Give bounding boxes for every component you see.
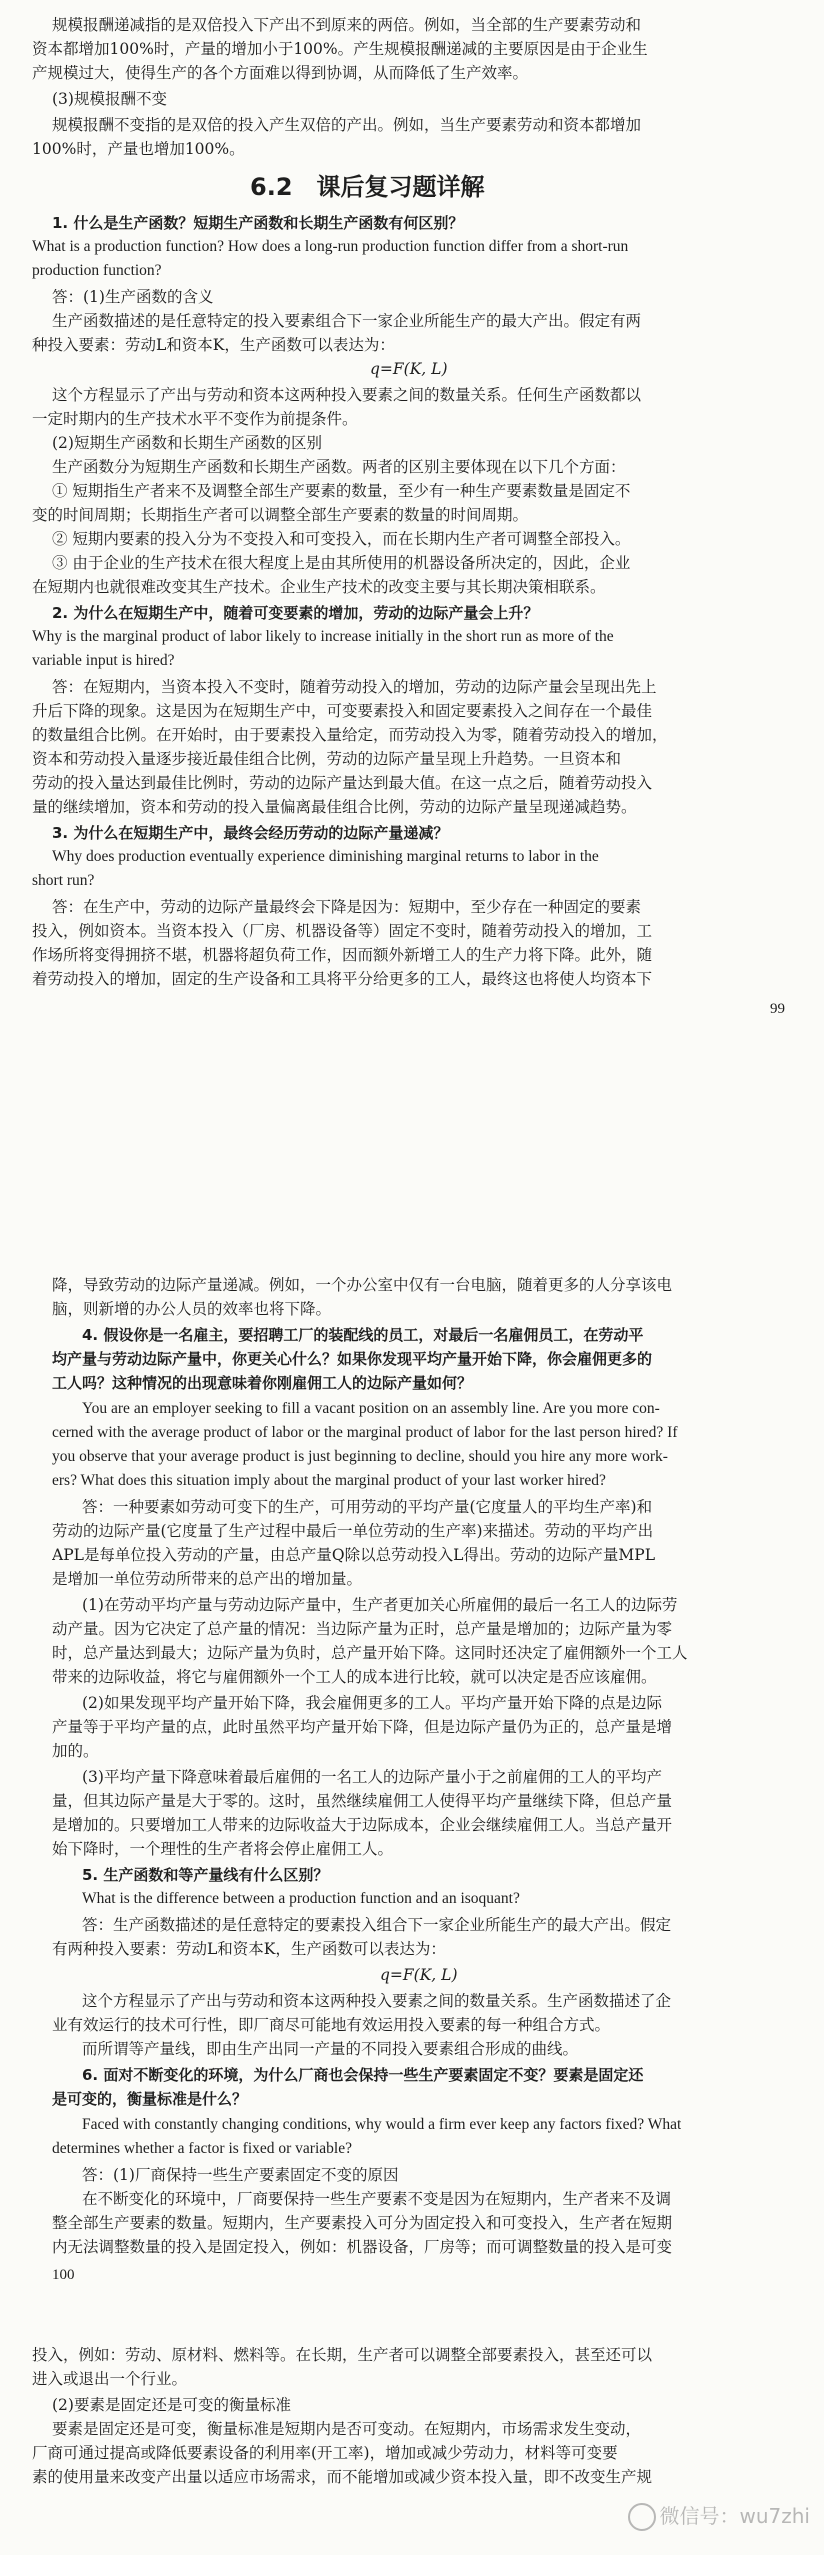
text-line: (2)如果发现平均产量开始下降，我会雇佣更多的工人。平均产量开始下降的点是边际: [82, 1694, 662, 1712]
subheading: (2)短期生产函数和长期生产函数的区别: [52, 434, 322, 452]
text-line: 劳动的投入量达到最佳比例时，劳动的边际产量达到最大值。在这一点之后，随着劳动投入: [32, 774, 653, 792]
text-line: 是增加一单位劳动所带来的总产出的增加量。: [52, 1570, 363, 1588]
text-line: 动产量。因为它决定了总产量的情况：当边际产量为正时，总产量是增加的；边际产量为零: [52, 1620, 673, 1638]
text-line: 一定时期内的生产技术水平不变作为前提条件。: [32, 410, 358, 428]
text-line: 种投入要素：劳动L和资本K，生产函数可以表达为：: [32, 336, 395, 354]
question-english: Why does production eventually experience diminishing marginal returns to labor in the: [52, 848, 599, 865]
text-line: 内无法调整数量的投入是固定投入，例如：机器设备，厂房等；而可调整数量的投入是可变: [52, 2238, 673, 2256]
question-english: variable input is hired?: [32, 652, 175, 669]
question-title: 4. 假设你是一名雇主，要招聘工厂的装配线的员工，对最后一名雇佣员工，在劳动平: [82, 1326, 644, 1344]
text-line: 业有效运行的技术可行性，即厂商尽可能地有效运用投入要素的每一种组合方式。: [52, 2016, 611, 2034]
question-english: determines whether a factor is fixed or variable?: [52, 2140, 352, 2157]
text-line: 规模报酬递减指的是双倍投入下产出不到原来的两倍。例如，当全部的生产要素劳动和: [52, 16, 642, 34]
page-101-top: [0, 2334, 824, 2555]
text-line: 劳动的边际产量(它度量了生产过程中最后一单位劳动的生产率)来描述。劳动的平均产出: [52, 1522, 654, 1540]
question-english: short run?: [32, 872, 95, 889]
text-line: 整全部生产要素的数量。短期内，生产要素投入可分为固定投入和可变投入，生产者在短期: [52, 2214, 673, 2232]
text-line: 加的。: [52, 1742, 99, 1760]
question-title: 3. 为什么在短期生产中，最终会经历劳动的边际产量递减？: [52, 824, 449, 842]
text-line: (3)平均产量下降意味着最后雇佣的一名工人的边际产量小于之前雇佣的工人的平均产: [82, 1768, 662, 1786]
text-line: 是增加的。只要增加工人带来的边际收益大于边际成本，企业会继续雇佣工人。当总产量开: [52, 1816, 673, 1834]
text-line: 的数量组合比例。在开始时，由于要素投入量给定，而劳动投入为零，随着劳动投入的增加，: [32, 726, 668, 744]
text-line: APL是每单位投入劳动的产量，由总产量Q除以总劳动投入L得出。劳动的边际产量MPL: [52, 1546, 656, 1564]
subheading: (3)规模报酬不变: [52, 90, 167, 108]
text-line: (1)在劳动平均产量与劳动边际产量中，生产者更加关心所雇佣的最后一名工人的边际劳: [82, 1596, 678, 1614]
answer-line: 答：(1)厂商保持一些生产要素固定不变的原因: [82, 2166, 399, 2184]
wechat-logo-icon: [628, 2503, 656, 2531]
question-english: ers? What does this situation imply about the marginal product of your last worker hired?: [52, 1472, 606, 1489]
text-line: 规模报酬不变指的是双倍的投入产生双倍的产出。例如，当生产要素劳动和资本都增加: [52, 116, 642, 134]
text-line: 100%时，产量也增加100%。: [32, 140, 245, 158]
text-line: 这个方程显示了产出与劳动和资本这两种投入要素之间的数量关系。任何生产函数都以: [52, 386, 642, 404]
text-line: ① 短期指生产者来不及调整全部生产要素的数量，至少有一种生产要素数量是固定不: [52, 482, 631, 500]
text-line: 变的时间周期；长期指生产者可以调整全部生产要素的数量的时间周期。: [32, 506, 529, 524]
text-line: 生产函数分为短期生产函数和长期生产函数。两者的区别主要体现在以下几个方面：: [52, 458, 626, 476]
subheading: (2)要素是固定还是可变的衡量标准: [52, 2396, 291, 2414]
text-line: 时，总产量达到最大；边际产量为负时，总产量开始下降。这同时还决定了雇佣额外一个工人: [52, 1644, 688, 1662]
text-line: 在短期内也就很难改变其生产技术。企业生产技术的改变主要与其长期决策相联系。: [32, 578, 606, 596]
question-english: production function?: [32, 262, 162, 279]
question-title: 2. 为什么在短期生产中，随着可变要素的增加，劳动的边际产量会上升？: [52, 604, 539, 622]
question-english: Faced with constantly changing conditions, why would a firm ever keep any factors fixed? What: [82, 2116, 682, 2133]
text-line: 这个方程显示了产出与劳动和资本这两种投入要素之间的数量关系。生产函数描述了企: [82, 1992, 672, 2010]
question-english: What is the difference between a production function and an isoquant?: [82, 1890, 520, 1907]
text-line: 资本和劳动投入量逐步接近最佳组合比例，劳动的边际产量呈现上升趋势。一旦资本和: [32, 750, 622, 768]
section-title: 6.2 课后复习题详解: [250, 173, 485, 201]
watermark: [628, 2500, 811, 2532]
text-line: 素的使用量来改变产出量以适应市场需求，而不能增加或减少资本投入量，即不改变生产规: [32, 2468, 653, 2486]
text-line: ② 短期内要素的投入分为不变投入和可变投入，而在长期内生产者可调整全部投入。: [52, 530, 631, 548]
text-line: 升后下降的现象。这是因为在短期生产中，可变要素投入和固定要素投入之间存在一个最佳: [32, 702, 653, 720]
answer-line: 答：在短期内，当资本投入不变时，随着劳动投入的增加，劳动的边际产量会呈现出先上: [52, 678, 657, 696]
text-line: 量，但其边际产量是大于零的。这时，虽然继续雇佣工人使得平均产量继续下降，但总产量: [52, 1792, 673, 1810]
text-line: 有两种投入要素：劳动L和资本K，生产函数可以表达为：: [52, 1940, 446, 1958]
text-line: 产规模过大，使得生产的各个方面难以得到协调，从而降低了生产效率。: [32, 64, 529, 82]
text-line: 在不断变化的环境中，厂商要保持一些生产要素不变是因为在短期内，生产者来不及调: [82, 2190, 672, 2208]
question-english: cerned with the average product of labor or the marginal product of labor for the last person hired? If: [52, 1424, 678, 1441]
text-line: 投入，例如：劳动、原材料、燃料等。在长期，生产者可以调整全部要素投入，甚至还可以: [32, 2346, 653, 2364]
question-title: 是可变的，衡量标准是什么？: [52, 2090, 248, 2108]
text-line: 进入或退出一个行业。: [32, 2370, 188, 2388]
text-line: 量的继续增加，资本和劳动的投入量偏离最佳组合比例，劳动的边际产量呈现递减趋势。: [32, 798, 637, 816]
question-english: you observe that your average product is just beginning to decline, should you hire any more work-: [52, 1448, 668, 1465]
text-line: 厂商可通过提高或降低要素设备的利用率(开工率)，增加或减少劳动力，材料等可变要: [32, 2444, 618, 2462]
text-line: 资本都增加100%时，产量的增加小于100%。产生规模报酬递减的主要原因是由于企业生: [32, 40, 648, 58]
text-line: 要素是固定还是可变，衡量标准是短期内是否可变动。在短期内，市场需求发生变动，: [52, 2420, 642, 2438]
text-line: 生产函数描述的是任意特定的投入要素组合下一家企业所能生产的最大产出。假定有两: [52, 312, 642, 330]
question-english: What is a production function? How does a long-run production function differ from a short-run: [32, 238, 629, 255]
answer-line: 答：一种要素如劳动可变下的生产，可用劳动的平均产量(它度量人的平均生产率)和: [82, 1498, 653, 1516]
answer-line: 答：(1)生产函数的含义: [52, 288, 214, 306]
equation: q=F(K, L): [380, 1966, 458, 1984]
text-line: 始下降时，一个理性的生产者将会停止雇佣工人。: [52, 1840, 394, 1858]
answer-line: 答：生产函数描述的是任意特定的要素投入组合下一家企业所能生产的最大产出。假定: [82, 1916, 672, 1934]
text-line: 作场所将变得拥挤不堪，机器将超负荷工作，因而额外新增工人的生产力将下降。此外，随: [32, 946, 653, 964]
question-title: 5. 生产函数和等产量线有什么区别？: [82, 1866, 329, 1884]
equation: q=F(K, L): [370, 360, 448, 378]
page-number: 100: [52, 2267, 75, 2283]
question-title: 1. 什么是生产函数？短期生产函数和长期生产函数有何区别？: [52, 214, 464, 232]
question-english: Why is the marginal product of labor likely to increase initially in the short run as more of the: [32, 628, 614, 645]
text-line: 投入，例如资本。当资本投入（厂房、机器设备等）固定不变时，随着劳动投入的增加，工: [32, 922, 653, 940]
text-line: 脑，则新增的办公人员的效率也将下降。: [52, 1300, 332, 1318]
page-99: [0, 0, 824, 1262]
page-100: [0, 1262, 824, 2334]
text-line: 着劳动投入的增加，固定的生产设备和工具将平分给更多的工人，最终这也将使人均资本下: [32, 970, 653, 988]
answer-line: 答：在生产中，劳动的边际产量最终会下降是因为：短期中，至少存在一种固定的要素: [52, 898, 642, 916]
text-line: 产量等于平均产量的点，此时虽然平均产量开始下降，但是边际产量仍为正的，总产量是增: [52, 1718, 673, 1736]
text-line: ③ 由于企业的生产技术在很大程度上是由其所使用的机器设备所决定的，因此，企业: [52, 554, 631, 572]
watermark-text: 微信号：wu7zhi: [659, 2503, 810, 2528]
page-number: 99: [770, 1001, 785, 1017]
question-title: 6. 面对不断变化的环境，为什么厂商也会保持一些生产要素固定不变？要素是固定还: [82, 2066, 644, 2084]
question-english: You are an employer seeking to fill a vacant position on an assembly line. Are you more con-: [82, 1400, 660, 1417]
question-title: 工人吗？这种情况的出现意味着你刚雇佣工人的边际产量如何？: [52, 1374, 473, 1392]
question-title: 均产量与劳动边际产量中，你更关心什么？如果你发现平均产量开始下降，你会雇佣更多的: [52, 1350, 653, 1368]
text-line: 带来的边际收益，将它与雇佣额外一个工人的成本进行比较，就可以决定是否应该雇佣。: [52, 1668, 657, 1686]
text-line: 降，导致劳动的边际产量递减。例如，一个办公室中仅有一台电脑，随着更多的人分享该电: [52, 1276, 673, 1294]
text-line: 而所谓等产量线，即由生产出同一产量的不同投入要素组合形成的曲线。: [82, 2040, 579, 2058]
